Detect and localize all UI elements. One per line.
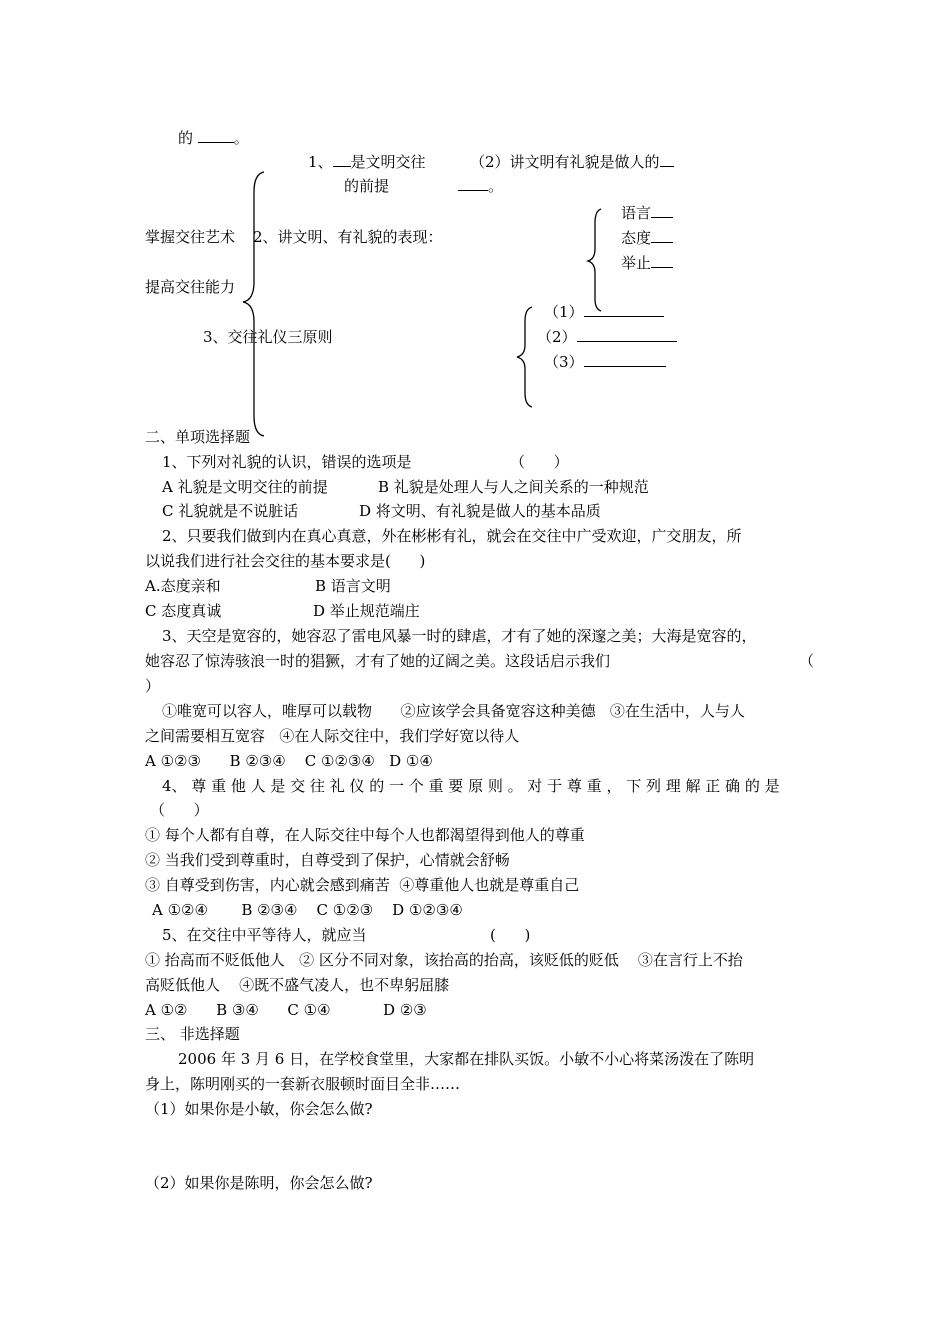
q2-option-d: D 举止规范端庄: [313, 602, 420, 620]
line0-end: 。: [233, 129, 249, 147]
q2-line2: 以说我们进行社会交往的基本要求是( ): [145, 552, 426, 570]
q5-line3: 高贬低他人 ④既不盛气凌人，也不卑躬屈膝: [145, 976, 450, 994]
p1-label: （1）: [544, 303, 584, 321]
q5-stem: 5、在交往中平等待人，就应当: [162, 926, 367, 944]
attitude-text: 态度: [621, 229, 652, 247]
story-line1: 2006 年 3 月 6 日，在学校食堂里，大家都在排队买饭。小敏不小心将菜汤泼在了陈明: [178, 1050, 755, 1068]
q2-option-b: B 语言文明: [315, 577, 391, 595]
q2-option-a: A.态度亲和: [145, 577, 221, 595]
q4-line2: （ ）: [150, 801, 209, 819]
item2-line2: [458, 176, 503, 196]
blank: [651, 228, 673, 243]
q5-answer-paren: ( ): [490, 926, 531, 944]
behavior-text: 举止: [621, 254, 652, 272]
sub-lang: [621, 203, 673, 223]
q5-line2: ① 抬高而不贬低他人 ② 区分不同对象，该抬高的抬高，该贬低的贬低 ③在言行上不抬: [145, 951, 743, 969]
q1-option-c: C 礼貌就是不说脏话: [162, 502, 299, 520]
main-brace: [238, 170, 268, 440]
q3-line1: 3、天空是宽容的，她容忍了雷电风暴一时的肆虐，才有了她的深邃之美；大海是宽容的，: [162, 627, 757, 645]
q3-line4: ①唯宽可以容人，唯厚可以载物 ②应该学会具备宽容这种美德 ③在生活中，人与人: [162, 702, 745, 720]
blank: [198, 128, 234, 143]
q4-line1: 4、 尊 重 他 人 是 交 往 礼 仪 的 一 个 重 要 原 则 。 对 于 尊 重 ， 下 列 理 解 正 确 的 是: [162, 777, 780, 795]
sub-attitude: [621, 228, 673, 248]
item2-end: 。: [488, 177, 504, 195]
item1-text: 是文明交往: [350, 153, 426, 171]
top-line-0: [178, 128, 249, 148]
item1-line2: 的前提: [344, 177, 390, 195]
item1-number: 1、: [308, 153, 333, 171]
left-label-b: 提高交往能力: [145, 278, 236, 296]
q1-option-a: A 礼貌是文明交往的前提: [162, 478, 328, 496]
blank: [651, 253, 673, 268]
q3-paren-open: （: [799, 652, 815, 670]
blank: [333, 152, 351, 167]
q1-answer-paren: （ ）: [510, 453, 569, 471]
lang-text: 语言: [621, 204, 652, 222]
item3-main: 3、交往礼仪三原则: [203, 328, 333, 346]
q5-options: A ①② B ③④ C ①④ D ②③: [145, 1001, 427, 1019]
left-label-a: 掌握交往艺术: [145, 228, 236, 246]
q3-paren-close: ）: [145, 677, 161, 695]
q2-line1: 2、只要我们做到内在真心真意，外在彬彬有礼，就会在交往中广受欢迎，广交朋友，所: [162, 527, 742, 545]
q2-option-c: C 态度真诚: [145, 602, 222, 620]
question-a: （1）如果你是小敏，你会怎么做?: [145, 1100, 373, 1118]
item1-line1: [308, 152, 426, 172]
question-b: （2）如果你是陈明，你会怎么做?: [145, 1174, 373, 1192]
q4-statement-3: ③ 自尊受到伤害，内心就会感到痛苦 ④尊重他人也就是尊重自己: [145, 876, 580, 894]
manner-brace: [585, 207, 605, 313]
item2-line1: [470, 152, 674, 172]
principle-3: [544, 352, 666, 372]
p2-label: （2）: [537, 328, 577, 346]
section3-title: 三、 非选择题: [145, 1025, 240, 1043]
q4-statement-1: ① 每个人都有自尊，在人际交往中每个人也都渴望得到他人的尊重: [145, 826, 585, 844]
section2-title: 二、单项选择题: [145, 428, 251, 446]
q4-statement-2: ② 当我们受到尊重时，自尊受到了保护，心情就会舒畅: [145, 851, 510, 869]
item2-main: 2、讲文明、有礼貌的表现：: [253, 228, 443, 246]
sub-behavior: [621, 253, 673, 273]
q1-option-b: B 礼貌是处理人与人之间关系的一种规范: [378, 478, 649, 496]
item2-text: （2）讲文明有礼貌是做人的: [470, 153, 660, 171]
principle-2: [537, 327, 677, 347]
principle-brace: [514, 305, 536, 409]
blank: [458, 176, 488, 191]
p3-label: （3）: [544, 353, 584, 371]
blank: [651, 203, 673, 218]
q3-line5: 之间需要相互宽容 ④在人际交往中，我们学好宽以待人: [145, 727, 520, 745]
blank: [584, 352, 666, 367]
q3-options: A ①②③ B ②③④ C ①②③④ D ①④: [145, 752, 433, 770]
q3-line2: 她容忍了惊涛骇浪一时的猖獗，才有了她的辽阔之美。这段话启示我们: [145, 652, 611, 670]
q1-stem: 1、下列对礼貌的认识，错误的选项是: [162, 453, 412, 471]
blank: [660, 152, 674, 167]
q4-options: A ①②④ B ②③④ C ①②③ D ①②③④: [152, 901, 463, 919]
blank: [577, 327, 677, 342]
q1-option-d: D 将文明、有礼貌是做人的基本品质: [359, 502, 601, 520]
line0-text: 的: [178, 129, 194, 147]
story-line2: 身上，陈明刚买的一套新衣服顿时面目全非……: [145, 1075, 461, 1093]
